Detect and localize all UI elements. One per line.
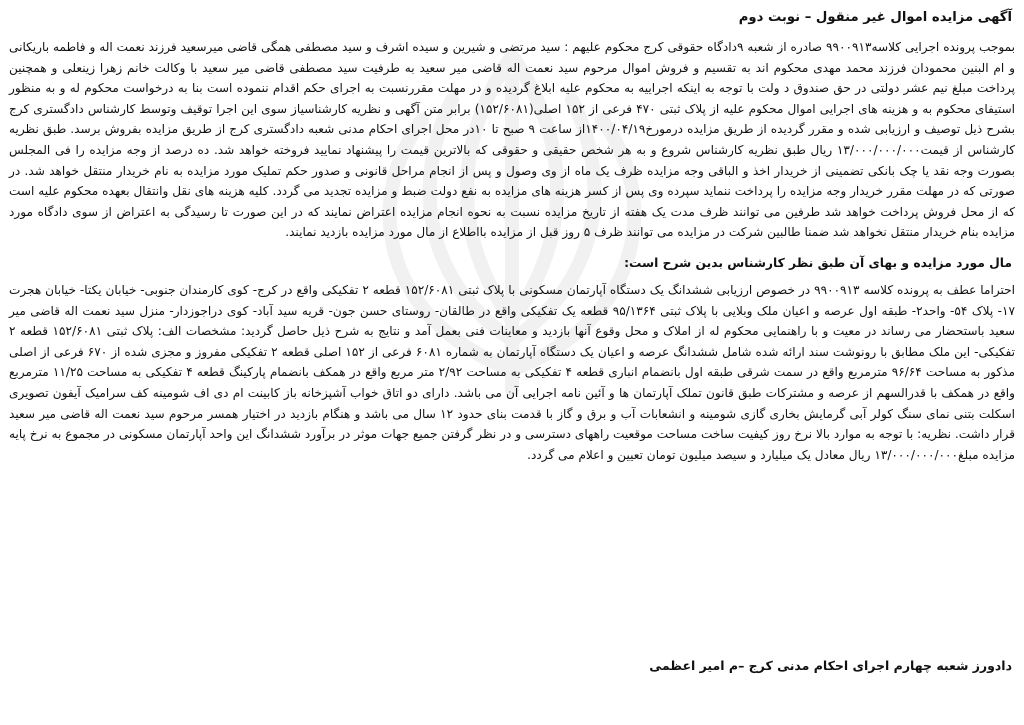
notice-body: بموجب پرونده اجرایی کلاسه۹۹۰۰۹۱۳ صادره از شعبه ۹دادگاه حقوقی کرج محکوم علیهم : سید مرتضی و شیرین و سیده اشرف و سید مصطفی همگی قاضی میرسعید فرزند نعمت اله و فاطمه باریکانی و ام البنین محمودان فرزند محمد مهدی محکوم اند به تقسیم و فروش اموال مرحوم سید نعمت اله قاضی میر سعید به طرفیت سید مصطفی قاضی میر سعید با وکالت خانم زهرا زینعلی و همچنین پرداخت مبلغ نیم عشر دولتی در حق صندوق د ولت با توجه به اینکه اجراییه به محکوم علیه ابلاغ گردیده و در مهلت مقررنسبت به اجرای حکم اقدام ننموده است بنا به درخواست محکوم له و به منظور استیفای محکوم به و هزینه های اجرایی اموال محکوم علیه از پلاک ثبتی ۴۷۰ فرعی از ۱۵۲ اصلی(۱۵۲/۶۰۸۱) برابر متن آگهی و نظریه کارشناسیاز سوی این اجرا توقیف وتوسط کارشناس دادگستری کرج بشرح ذیل توصیف و ارزیابی شده و مقرر گردیده از طریق مزایده درمورخ۱۴۰۰/۰۴/۱۹از ساعت ۹ صبح تا ۱۰در محل اجرای احکام مدنی شعبه دادگستری کرج از طریق مزایده بفروش برسد. طبق نظریه کارشناس از قیمت۱۳/۰۰۰/۰۰۰/۰۰۰ ریال طبق نظریه کارشناس شروع و به هر شخص حقیقی و حقوقی که بالاترین قیمت را پیشنهاد نمایید فروخته خواهد شد. ده درصد از وجه مزایده را فی المجلس بصورت وجه نقد یا چک بانکی تضمینی از خریدار اخذ و الباقی وجه مزایده ظرف یک ماه از وی وصول و پس از انجام مراحل قانونی و صدور حکم تملیک مورد مزایده به نام خریدار منتقل خواهد شد. در صورتی که در مهلت مقرر خریدار وجه مزایده را پرداخت ننماید سپرده وی پس از کسر هزینه های مزایده به نفع دولت ضبط و مزایده تجدید می گردد. کلیه هزینه های نقل وانتقال بعهده محکوم علیه است که از محل فروش پرداخت خواهد شد طرفین می توانند ظرف مدت یک هفته از تاریخ مزایده نسبت به نحوه انجام مزایده اعتراض نمایند که در این صورت تا رسیدگی به اعتراض از سوی دادگاه مورد مزایده بنام خریدار منتقل نخواهد شد ضمنا طالبین شرکت در مزایده می توانند ظرف ۵ روز قبل از مزایده بااطلاع از مال مورد مزایده بازدید نمایند.	[9, 40, 1016, 240]
section-heading: مال مورد مزایده و بهای آن طبق نظر کارشناس بدین شرح است:	[624, 255, 1012, 270]
notice-title: آگهی مزایده اموال غیر منقول – نوبت دوم	[738, 10, 1012, 25]
signature-line: دادورز شعبه چهارم اجرای احکام مدنی کرج –م امیر اعظمی	[649, 658, 1012, 673]
property-description: احتراما عطف به پرونده کلاسه ۹۹۰۰۹۱۳ در خصوص ارزیابی ششدانگ یک دستگاه آپارتمان مسکونی با پلاک ثبتی ۱۵۲/۶۰۸۱ قطعه ۲ تفکیکی واقع در کرج- کوی کارمندان جنوبی- خیابان یکتا- خیابان هجرت ۱۷- پلاک ۵۴- واحد۲- طبقه اول عرصه و اعیان ملک وبلایی با پلاک ثبتی ۹۵/۱۳۶۴ قطعه یک تفکیکی واقع در طالقان- روستای حسن جون- قریه سید آباد- کوی دراجوزدار- منزل سید نعمت اله قاضی میر سعید باستحضار می رساند در معیت و با راهنمایی محکوم له از املاک و محل وقوع آنها بازدید و معاینات فنی بعمل آمد و نتایج به شرح ذیل حاصل گردید: مشخصات الف: پلاک ثبتی ۱۵۲/۶۰۸۱ قطعه ۲ تفکیکی- این ملک مطابق با رونوشت سند ارائه شده شامل ششدانگ عرصه و اعیان یک دستگاه آپارتمان به شماره ۶۰۸۱ فرعی از ۱۵۲ اصلی قطعه ۲ تفکیکی مفروز و مجزی شده از ۶۷۰ فرعی از اصلی مذکور به مساحت ۹۶/۶۴ مترمربع واقع در سمت شرقی طبقه اول بانضمام انباری قطعه ۴ تفکیکی به مساحت ۲/۹۲ متر مربع واقع در همکف بانضمام پارکینگ قطعه ۴ تفکیکی به مساحت ۱۱/۲۵ مترمربع واقع در همکف با قدرالسهم از عرصه و مشترکات طبق قانون تملک آپارتمان ها و آئین نامه اجرایی آن می باشد. دارای دو اتاق خواب آشپزخانه باز کابینت ام دی اف شومینه کف سرامیک آیفون تصویری اسکلت بتنی نمای سنگ کولر آبی گرمایش بخاری گازی شومینه و انشعابات آب و برق و گاز با قدمت بنای حدود ۱۲ سال می باشد و هنگام بازدید در اختیار همسر مرحوم سید نعمت اله قاضی میر سعید قرار داشت. نظریه: با توجه به موارد بالا نرخ روز کیفیت ساخت مساحت موقعیت راههای دسترسی و در نظر گرفتن جمیع جهات موثر در برآورد ششدانگ این واحد آپارتمان مسکونی در مجموع به نرخ پایه مزایده مبلغ۱۳/۰۰۰/۰۰۰/۰۰۰ ریال معادل یک میلیارد و سیصد میلیون تومان تعیین و اعلام می گردد.	[9, 282, 1016, 462]
